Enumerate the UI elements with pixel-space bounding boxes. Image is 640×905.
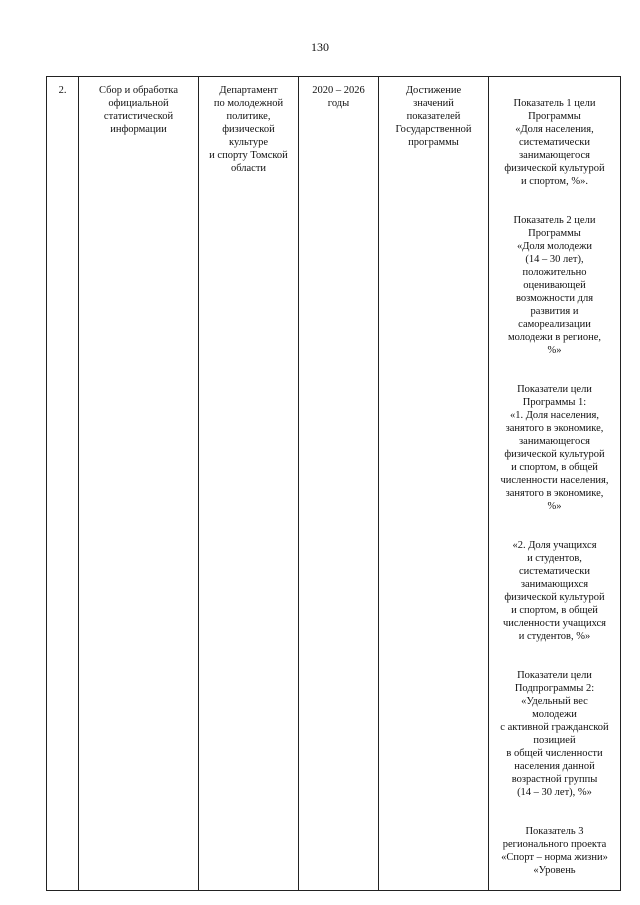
table-row: [47, 77, 621, 891]
indicator-text: Показатели цели Программы 1: «1. Доля населения, занятого в экономике, занимающегося физической культурой и спортом, в общей численности населения, занятого в экономике, %»: [500, 384, 609, 512]
action-cell: Сбор и обработка официальной статистической информации: [79, 77, 199, 891]
indicator-text: «2. Доля учащихся и студентов, систематически занимающихся физической культурой и спортом, в общей численности учащихся и студентов, %»: [502, 540, 607, 642]
plan-table: [46, 76, 621, 891]
executor-cell: Департамент по молодежной политике, физической культуре и спорту Томской области: [199, 77, 299, 891]
indicators-cell: [489, 77, 621, 891]
page-number: 130: [311, 40, 329, 54]
indicator-text: Показатель 1 цели Программы «Доля населения, систематически занимающегося физической культурой и спортом, %».: [504, 98, 605, 187]
indicator-text: Показатель 2 цели Программы «Доля молодежи (14 – 30 лет), положительно оценивающей возможности для развития и самореализации молодежи в регионе, %»: [507, 215, 602, 356]
term-cell: 2020 – 2026 годы: [299, 77, 379, 891]
indicator-text: Показатель 3 регионального проекта «Спорт – норма жизни» «Уровень: [501, 826, 608, 876]
result-cell: Достижение значений показателей Государственной программы: [379, 77, 489, 891]
indicator-text: Показатели цели Подпрограммы 2: «Удельный вес молодежи с активной гражданской позицией в общей численности населения данной возрастной группы (14 – 30 лет), %»: [500, 670, 609, 798]
row-number-cell: 2.: [47, 77, 79, 891]
